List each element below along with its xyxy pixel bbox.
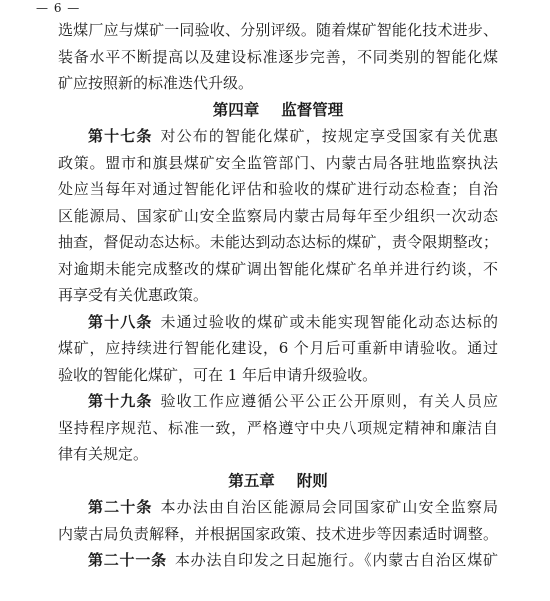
article-first-line	[58, 309, 498, 336]
article-text: 未通过验收的煤矿或未能实现智能化动态达标的	[160, 312, 498, 331]
chapter-number: 第四章	[212, 100, 260, 119]
text-line: 验收的智能化煤矿，可在 1 年后申请升级验收。	[58, 365, 378, 384]
text-line: 律有关规定。	[58, 445, 149, 463]
text-line: 坚持程序规范、标准一致，严格遵守中央八项规定精神和廉洁自	[58, 418, 498, 437]
article-first-line	[58, 547, 498, 574]
text-line: 政策。盟市和旗县煤矿安全监管部门、内蒙古局各驻地监察执法	[58, 153, 498, 172]
article-label: 第十九条	[88, 392, 153, 410]
article-label: 第十七条	[88, 127, 153, 145]
article-17	[58, 123, 498, 309]
text-line: 对逾期未能完成整改的煤矿调出智能化煤矿名单并进行约谈，不	[58, 259, 498, 278]
article-21	[58, 547, 498, 574]
text-line: 选煤厂应与煤矿一同验收、分别评级。随着煤矿智能化技术进步、	[58, 21, 498, 39]
chapter-heading-4	[58, 97, 498, 124]
chapter-title: 监督管理	[281, 100, 344, 119]
article-text: 本办法由自治区能源局会同国家矿山安全监察局	[160, 498, 498, 516]
text-line: 煤矿，应持续进行智能化建设，6 个月后可重新申请验收。通过	[58, 339, 498, 357]
text-line: 抽查，督促动态达标。未能达到动态达标的煤矿，责令限期整改；	[58, 233, 498, 251]
page-number: — 6 —	[36, 1, 81, 15]
text-line: 再享受有关优惠政策。	[58, 286, 209, 304]
chapter-number: 第五章	[228, 471, 275, 490]
article-text: 验收工作应遵循公平公正公开原则，有关人员应	[160, 392, 498, 410]
article-first-line	[58, 494, 498, 521]
article-label: 第十八条	[88, 312, 153, 331]
text-line: 处应当每年对通过智能化评估和验收的煤矿进行动态检查；自治	[58, 180, 498, 198]
chapter-heading-5	[58, 468, 498, 495]
article-first-line	[58, 123, 498, 150]
text-line: 装备水平不断提高以及建设标准逐步完善，不同类别的智能化煤	[58, 47, 498, 66]
article-text: 本办法自印发之日起施行。《内蒙古自治区煤矿	[174, 551, 498, 569]
article-18	[58, 309, 498, 389]
text-line: 区能源局、国家矿山安全监察局内蒙古局每年至少组织一次动态	[58, 206, 498, 225]
article-label: 第二十条	[88, 498, 153, 516]
text-line: 内蒙古局负责解释，并根据国家政策、技术进步等因素适时调整。	[58, 524, 498, 543]
document-body	[58, 17, 498, 574]
intro-paragraph	[58, 17, 498, 97]
chapter-title: 附则	[296, 471, 328, 490]
article-label: 第二十一条	[88, 551, 167, 569]
article-first-line	[58, 388, 498, 415]
article-20	[58, 494, 498, 547]
article-text: 对公布的智能化煤矿，按规定享受国家有关优惠	[160, 127, 498, 145]
text-line: 矿应按照新的标准迭代升级。	[58, 74, 254, 92]
article-19	[58, 388, 498, 468]
